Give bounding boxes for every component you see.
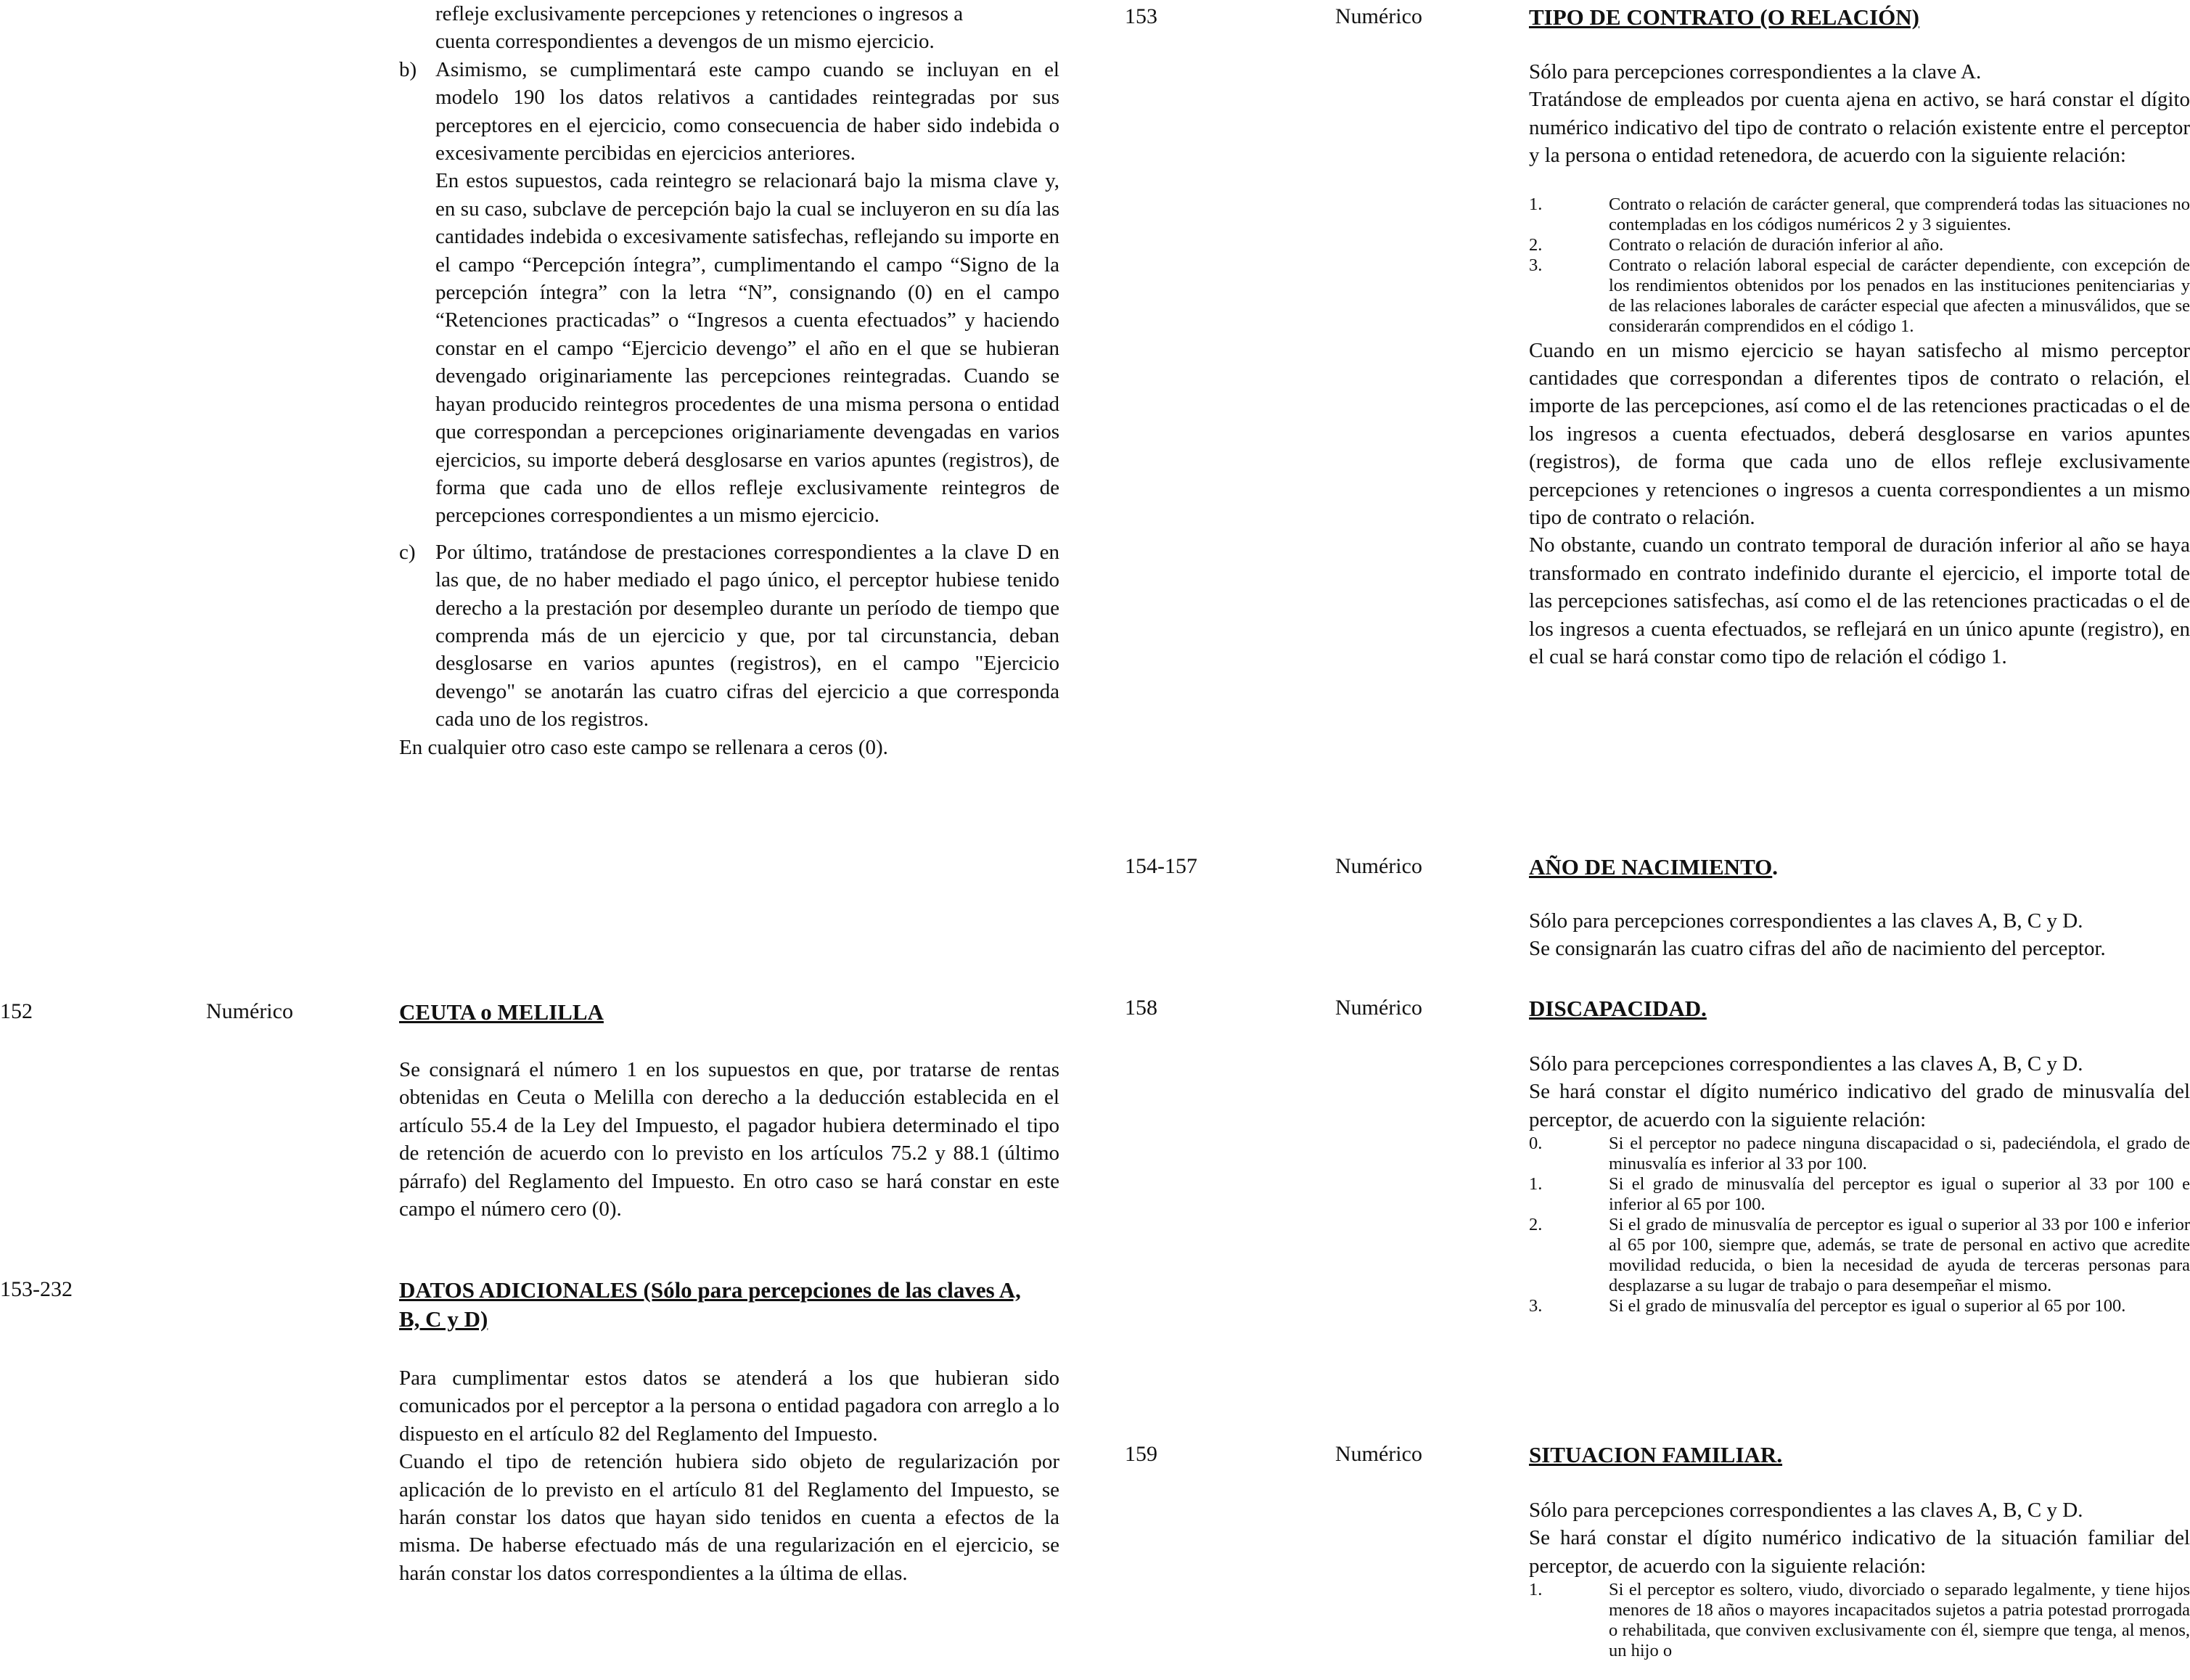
item-b-text: Asimismo, se cumplimentará este campo cuando se incluyan en el modelo 190 los datos relativos a cantidades reintegradas por sus perceptores en el ejercicio, como consecuencia de haber sido indebida o excesivamente percibidas en ejercicios anteriores.: [435, 57, 1059, 165]
paragraph: Se consignarán las cuatro cifras del año de nacimiento del perceptor.: [1529, 937, 2106, 961]
list-text: Contrato o relación laboral especial de carácter dependiente, con excepción de los rendimientos obtenidos por los penados en las instituciones penitenciarias y de las relaciones laborales de carácter especial que afecten a minusválidos, que se considerarán comprendidos en el código 1.: [1609, 255, 2190, 336]
list-item-c: [399, 538, 1059, 734]
list-item: [1529, 1296, 2190, 1316]
field-type-158: Numérico: [1335, 996, 1422, 1020]
paragraph: Tratándose de empleados por cuenta ajena en activo, se hará constar el dígito numérico indicativo del tipo de contrato o relación existente entre el perceptor y la persona o entidad retenedora, de acuerdo con la siguiente relación:: [1529, 88, 2190, 168]
paragraph: Se hará constar el dígito numérico indicativo de la situación familiar del perceptor, de acuerdo con la siguiente relación:: [1529, 1526, 2190, 1578]
intro-lines: [399, 0, 1059, 56]
list-item: [1529, 194, 2190, 235]
field-block-158: [1529, 1050, 2190, 1316]
field-title-153: TIPO DE CONTRATO (O RELACIÓN): [1529, 4, 1919, 30]
field-title-159: SITUACION FAMILIAR.: [1529, 1442, 1783, 1467]
field-code-152: 152: [0, 999, 33, 1023]
field-block-153: [1529, 58, 2190, 671]
item-b-text-2: En estos supuestos, cada reintegro se relacionará bajo la misma clave y, en su caso, subclave de percepción bajo la cual se incluyeron en su día las cantidades indebida o excesivamente satisfechas, reflejando su importe en el campo “Percepción íntegra”, cumplimentando el campo “Signo de la percepción íntegra” con la letra “N”, consignando (0) en el campo “Retenciones practicadas” o “Ingresos a cuenta efectuados” y haciendo constar en el campo “Ejercicio devengo” el año en el que se hubieran devengado originariamente las percepciones reintegradas. Cuando se hayan producido reintegros procedentes de una misma persona o entidad que correspondan a percepciones originariamente devengadas en varios ejercicios, su importe deberá desglosarse en varios apuntes (registros), de forma que cada uno de ellos refleje exclusivamente reintegros de percepciones correspondientes a un mismo ejercicio.: [435, 169, 1059, 528]
list-item: [1529, 1580, 2190, 1661]
closing-text: En cualquier otro caso este campo se rellenara a ceros (0).: [399, 735, 888, 759]
field-title-158: DISCAPACIDAD.: [1529, 996, 1707, 1021]
field-block-154-157: [1529, 907, 2190, 963]
paragraph: Sólo para percepciones correspondientes a las claves A, B, C y D.: [1529, 1499, 2083, 1522]
left-continuation-block: [399, 0, 1059, 761]
field-title-153-232: DATOS ADICIONALES (Sólo para percepciones de las claves A, B, C y D): [399, 1277, 1021, 1332]
field-type-152: Numérico: [206, 999, 293, 1023]
list-marker: 2.: [1529, 1215, 1543, 1235]
list-marker: 3.: [1529, 1296, 1543, 1316]
list-text: Si el grado de minusvalía del perceptor es igual o superior al 65 por 100.: [1609, 1296, 2126, 1316]
list-text: Si el perceptor es soltero, viudo, divorciado o separado legalmente, y tiene hijos menores de 18 años o mayores incapacitados sujetos a patria potestad prorrogada o rehabilitada, que conviven exclusivamente con él, siempre que tenga, al menos, un hijo o: [1609, 1580, 2190, 1661]
intro-line: refleje exclusivamente percepciones y retenciones o ingresos a: [435, 2, 964, 25]
list-text: Si el grado de minusvalía del perceptor es igual o superior al 33 por 100 e inferior al 65 por 100.: [1609, 1174, 2190, 1215]
paragraph: Se hará constar el dígito numérico indicativo del grado de minusvalía del perceptor, de acuerdo con la siguiente relación:: [1529, 1080, 2190, 1131]
list-item: [1529, 1134, 2190, 1174]
list-text: Contrato o relación de carácter general, que comprenderá todas las situaciones no contempladas en los códigos numéricos 2 y 3 siguientes.: [1609, 194, 2190, 234]
title-suffix: .: [1772, 854, 1779, 880]
paragraph: Para cumplimentar estos datos se atenderá a los que hubieran sido comunicados por el perceptor a la persona o entidad pagadora con arreglo a lo dispuesto en el artículo 82 del Reglamento del Impuesto.: [399, 1366, 1059, 1446]
field-type-153: Numérico: [1335, 4, 1422, 28]
list-marker: c): [399, 540, 416, 564]
item-c-text: Por último, tratándose de prestaciones correspondientes a la clave D en las que, de no haber mediado el pago único, el perceptor hubiese tenido derecho a la prestación por desempleo durante un período de tiempo que comprenda más de un ejercicio y que, por tal circunstancia, deban desglosarse en varios apuntes (registros), en el campo "Ejercicio devengo" se anotarán las cuatro cifras del ejercicio a que corresponda cada uno de los registros.: [435, 540, 1059, 732]
list-marker: b): [399, 57, 417, 81]
paragraph: Sólo para percepciones correspondientes a las claves A, B, C y D.: [1529, 909, 2083, 933]
list-text: Si el perceptor no padece ninguna discapacidad o si, padeciéndola, el grado de minusvalía es inferior al 33 por 100.: [1609, 1134, 2190, 1174]
field-text-152: Se consignará el número 1 en los supuestos en que, por tratarse de rentas obtenidas en Ceuta o Melilla con derecho a la deducción establecida en el artículo 55.4 de la Ley del Impuesto, el pagador hubiera determinado el tipo de retención de acuerdo con lo previsto en los artículos 75.2 y 88.1 (último párrafo) del Reglamento del Impuesto. En otro caso se hará constar en este campo el número cero (0).: [399, 1058, 1059, 1221]
list-marker: 0.: [1529, 1134, 1543, 1154]
list-marker: 3.: [1529, 255, 1543, 275]
list-item-b: [399, 56, 1059, 530]
paragraph: Cuando en un mismo ejercicio se hayan satisfecho al mismo perceptor cantidades que correspondan a diferentes tipos de contrato o relación, el importe de las percepciones, así como el de las retenciones practicadas o el de los ingresos a cuenta efectuados, deberá desglosarse en varios apuntes (registros), de forma que cada uno de ellos refleje exclusivamente percepciones y retenciones o ingresos a cuenta correspondientes a un mismo tipo de contrato o relación.: [1529, 338, 2190, 530]
field-type-159: Numérico: [1335, 1442, 1422, 1466]
paragraph: Cuando el tipo de retención hubiera sido objeto de regularización por aplicación de lo previsto en el artículo 81 del Reglamento del Impuesto, se harán constar los datos que hayan sido tenidos en cuenta a efectos de la misma. De haberse efectuado más de una regularización en el ejercicio, se harán constar los datos correspondientes a la última de ellas.: [399, 1450, 1059, 1585]
list-item: [1529, 235, 2190, 255]
list-marker: 1.: [1529, 194, 1543, 214]
list-marker: 2.: [1529, 234, 1543, 255]
intro-line: cuenta correspondientes a devengos de un mismo ejercicio.: [435, 30, 935, 54]
paragraph: Sólo para percepciones correspondientes a las claves A, B, C y D.: [1529, 1052, 2083, 1075]
disability-list: [1529, 1134, 2190, 1316]
field-title-154-157: AÑO DE NACIMIENTO: [1529, 854, 1773, 880]
field-title-152: CEUTA o MELILLA: [399, 999, 604, 1025]
list-item: [1529, 255, 2190, 337]
field-title-154-157-wrap: [1529, 853, 1778, 882]
field-code-153: 153: [1125, 4, 1157, 28]
field-type-154-157: Numérico: [1335, 854, 1422, 878]
field-code-153-232: 153-232: [0, 1277, 73, 1301]
list-item: [1529, 1215, 2190, 1296]
list-marker: 1.: [1529, 1174, 1543, 1195]
field-code-154-157: 154-157: [1125, 854, 1197, 878]
family-list: [1529, 1580, 2190, 1661]
list-marker: 1.: [1529, 1580, 1543, 1600]
paragraph: No obstante, cuando un contrato temporal de duración inferior al año se haya transformado en contrato indefinido durante el ejercicio, el importe total de las percepciones satisfechas, así como el de las retenciones practicadas o el de los ingresos a cuenta efectuados, se reflejará en un único apunte (registro), en el cual se hará constar como tipo de relación el código 1.: [1529, 533, 2190, 669]
list-item: [1529, 1174, 2190, 1215]
field-text-153-232: [399, 1364, 1059, 1587]
contract-type-list: [1529, 194, 2190, 337]
list-text: Contrato o relación de duración inferior al año.: [1609, 234, 1944, 255]
field-code-158: 158: [1125, 996, 1157, 1020]
paragraph: Sólo para percepciones correspondientes a la clave A.: [1529, 60, 1982, 83]
list-text: Si el grado de minusvalía de perceptor es igual o superior al 33 por 100 e inferior al 65 por 100, siempre que, además, se trate de personal en activo que acredite movilidad reducida, o bien la necesidad de ayuda de terceras personas para desplazarse a su lugar de trabajo o para desempeñar el mismo.: [1609, 1215, 2190, 1296]
field-code-159: 159: [1125, 1442, 1157, 1466]
field-block-159: [1529, 1496, 2190, 1661]
